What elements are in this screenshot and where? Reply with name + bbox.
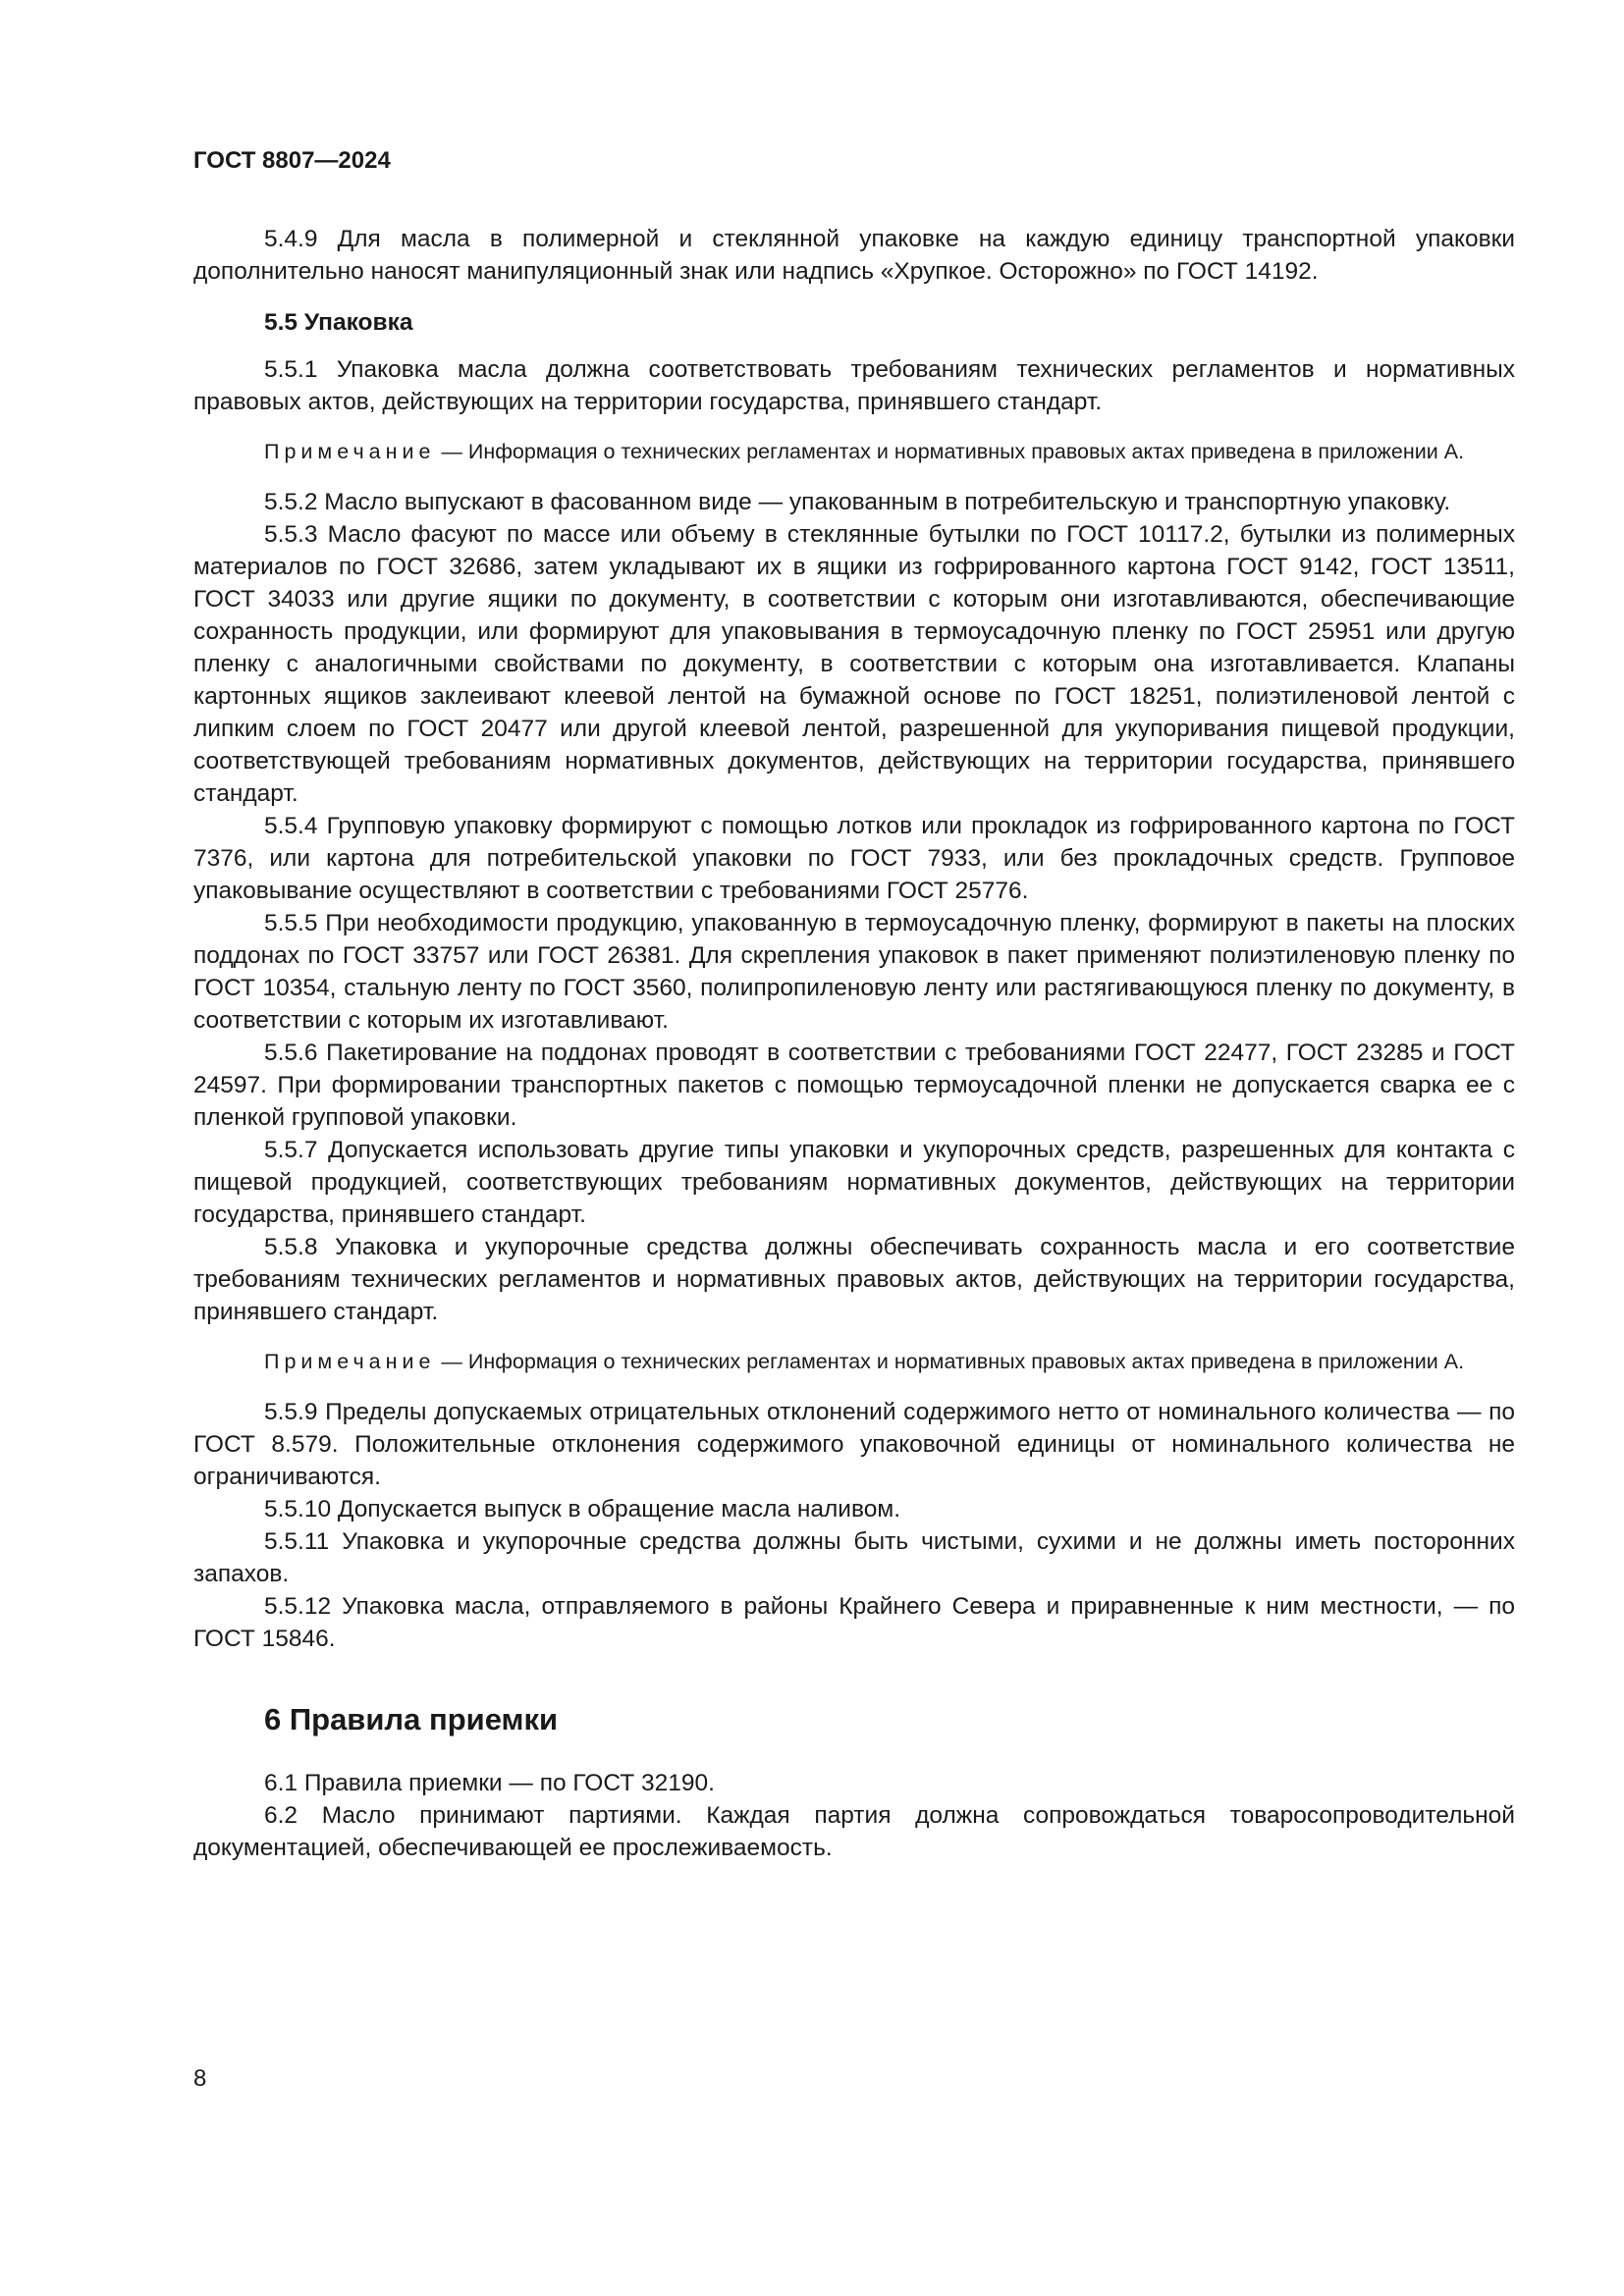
paragraph-5-5-9: 5.5.9 Пределы допускаемых отрицательных отклонений содержимого нетто от номинального количества — по ГОСТ 8.579. Положительные отклонения содержимого упаковочной единицы от номинального количества не ограничиваются.: [193, 1399, 1515, 1490]
note-text: — Информация о технических регламентах и нормативных правовых актах приведена в приложении А.: [435, 1350, 1465, 1373]
page-number: 8: [193, 2065, 207, 2092]
section-heading-5-5: 5.5 Упаковка: [264, 309, 413, 336]
paragraph-5-5-8: 5.5.8 Упаковка и укупорочные средства должны обеспечивать сохранность масла и его соответствие требованиям технических регламентов и нормативных правовых актов, действующих на территории государства, принявшего стандарт.: [193, 1234, 1515, 1325]
paragraph-5-5-5: 5.5.5 При необходимости продукцию, упакованную в термоусадочную пленку, формируют в пакеты на плоских поддонах по ГОСТ 33757 или ГОСТ 26381. Для скрепления упаковок в пакет применяют полиэтиленовую пленку по ГОСТ 10354, стальную ленту по ГОСТ 3560, полипропиленовую ленту или растягивающуюся пленку по документу, в соответствии с которым их изготавливают.: [193, 910, 1515, 1034]
paragraph-5-4-9: 5.4.9 Для масла в полимерной и стеклянной упаковке на каждую единицу транспортной упаковки дополнительно наносят манипуляционный знак или надпись «Хрупкое. Осторожно» по ГОСТ 14192.: [193, 226, 1515, 285]
note-label: Примечание: [264, 440, 436, 463]
paragraph-5-5-1: 5.5.1 Упаковка масла должна соответствовать требованиям технических регламентов и нормативных правовых актов, действующих на территории государства, принявшего стандарт.: [193, 356, 1515, 415]
document-header: ГОСТ 8807—2024: [193, 147, 391, 174]
paragraph-5-5-7: 5.5.7 Допускается использовать другие типы упаковки и укупорочных средств, разрешенных для контакта с пищевой продукцией, соответствующих требованиям нормативных документов, действующих на территории государства, принявшего стандарт.: [193, 1137, 1515, 1228]
note-2: [193, 1348, 1515, 1376]
paragraph-5-5-6: 5.5.6 Пакетирование на поддонах проводят в соответствии с требованиями ГОСТ 22477, ГОСТ 23285 и ГОСТ 24597. При формировании транспортных пакетов с помощью термоусадочной пленки не допускается сварка ее с пленкой групповой упаковки.: [193, 1040, 1515, 1131]
paragraph-6-2: 6.2 Масло принимают партиями. Каждая партия должна сопровождаться товаросопроводительной документацией, обеспечивающей ее прослеживаемость.: [193, 1802, 1515, 1861]
section-heading-6: 6 Правила приемки: [264, 1702, 559, 1736]
note-1: [193, 438, 1515, 466]
paragraph-5-5-12: 5.5.12 Упаковка масла, отправляемого в районы Крайнего Севера и приравненные к ним местности, — по ГОСТ 15846.: [193, 1593, 1515, 1652]
note-label: Примечание: [264, 1350, 436, 1373]
paragraph-5-5-3: 5.5.3 Масло фасуют по массе или объему в стеклянные бутылки по ГОСТ 10117.2, бутылки из полимерных материалов по ГОСТ 32686, затем укладывают их в ящики из гофрированного картона ГОСТ 9142, ГОСТ 13511, ГОСТ 34033 или другие ящики по документу, в соответствии с которым они изготавливаются, обеспечивающие сохранность продукции, или формируют для упаковывания в термоусадочную пленку по ГОСТ 25951 или другую пленку с аналогичными свойствами по документу, в соответствии с которым она изготавливается. Клапаны картонных ящиков заклеивают клеевой лентой на бумажной основе по ГОСТ 18251, полиэтиленовой лентой с липким слоем по ГОСТ 20477 или другой клеевой лентой, разрешенной для укупоривания пищевой продукции, соответствующей требованиям нормативных документов, действующих на территории государства, принявшего стандарт.: [193, 521, 1515, 807]
paragraph-5-5-11: 5.5.11 Упаковка и укупорочные средства должны быть чистыми, сухими и не должны иметь посторонних запахов.: [193, 1528, 1515, 1587]
note-text: — Информация о технических регламентах и нормативных правовых актах приведена в приложении А.: [435, 440, 1465, 463]
document-body: [193, 223, 1515, 1864]
paragraph-5-5-4: 5.5.4 Групповую упаковку формируют с помощью лотков или прокладок из гофрированного картона по ГОСТ 7376, или картона для потребительской упаковки по ГОСТ 7933, или без прокладочных средств. Групповое упаковывание осуществляют в соответствии с требованиями ГОСТ 25776.: [193, 813, 1515, 904]
paragraph-6-1: 6.1 Правила приемки — по ГОСТ 32190.: [264, 1770, 715, 1796]
paragraph-5-5-10: 5.5.10 Допускается выпуск в обращение масла наливом.: [264, 1496, 901, 1522]
paragraph-5-5-2: 5.5.2 Масло выпускают в фасованном виде — упакованным в потребительскую и транспортную упаковку.: [264, 489, 1451, 515]
